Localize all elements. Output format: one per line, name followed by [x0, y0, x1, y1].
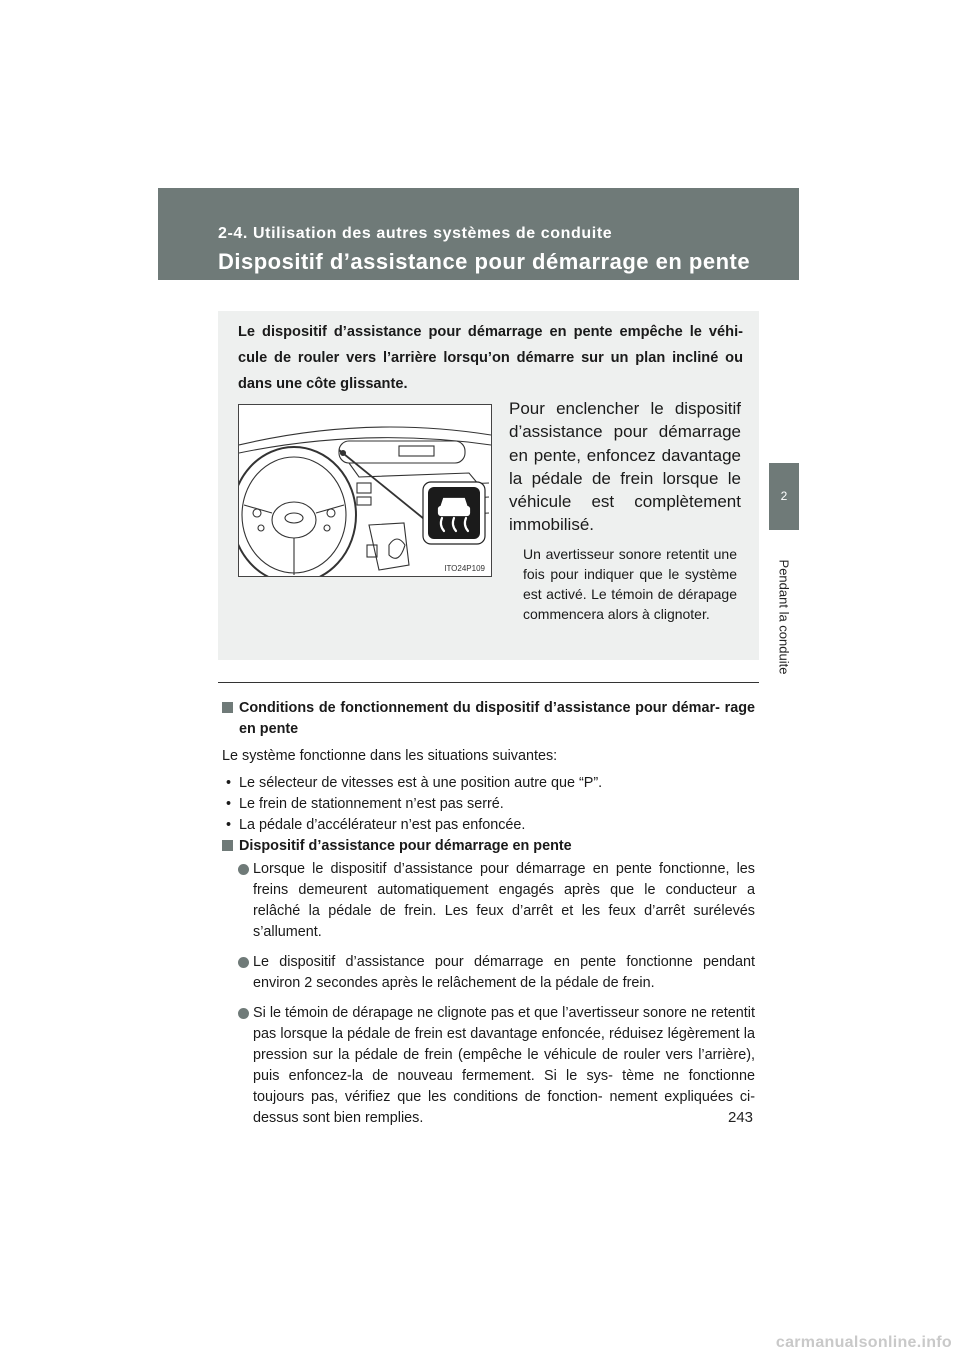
list-item: • Le frein de stationnement n’est pas serré. [222, 794, 755, 815]
step-instruction: Pour enclencher le dispositif d’assistance pour démarrage en pente, enfoncez davantage la pédale de frein lorsque le véhicule est complètement immobilisé. [509, 399, 741, 535]
list-item: Lorsque le dispositif d’assistance pour démarrage en pente fonctionne, les freins demeurent automatiquement engagés après que le conducteur a relâché la pédale de frein. Les feux d’arrêt et les feux d’arrêt surélevés s’allument. [222, 859, 755, 943]
chapter-header [158, 188, 799, 280]
heading-text: Conditions de fonctionnement du dispositif d’assistance pour démar- rage en pente [239, 700, 755, 737]
page-number: 243 [728, 1109, 754, 1126]
circle-bullet-icon [238, 1008, 249, 1019]
list-item: • La pédale d’accélérateur n’est pas enfoncée. [222, 815, 755, 836]
step-note: Un avertisseur sonore retentit une fois pour indiquer que le système est activé. Le témoin de dérapage commencera alors à clignoter. [523, 546, 737, 622]
divider [218, 682, 759, 683]
system-notes-list [222, 859, 755, 1129]
list-item: Le dispositif d’assistance pour démarrage en pente fonctionne pendant environ 2 secondes après le relâchement de la pédale de frein. [222, 952, 755, 994]
section-heading-system [222, 836, 755, 857]
dashboard-illustration [238, 404, 492, 577]
dashboard-drawing [239, 405, 491, 576]
conditions-list [222, 773, 755, 836]
circle-bullet-icon [238, 864, 249, 875]
list-item: Si le témoin de dérapage ne clignote pas et que l’avertisseur sonore ne retentit pas lorsque la pédale de frein est davantage enfoncée, réduisez légèrement la pression sur la pédale de frein (empêche le véhicule de rouler vers l’arrière), puis enfoncez-la de nouveau fermement. Si le sys- tème ne fonctionne toujours pas, vérifiez que les conditions de fonction- nement expliquées ci-dessus sont bien remplies. [222, 1003, 755, 1129]
square-bullet-icon [222, 702, 233, 713]
circle-bullet-icon [238, 957, 249, 968]
intro-box [218, 311, 759, 660]
heading-text: Dispositif d’assistance pour démarrage en pente [239, 838, 572, 854]
main-content [222, 698, 755, 1138]
conditions-intro: Le système fonctionne dans les situations suivantes: [222, 748, 558, 764]
page-title: Dispositif d’assistance pour démarrage en pente [218, 249, 751, 274]
square-bullet-icon [222, 840, 233, 851]
watermark: carmanualsonline.info [775, 1334, 952, 1351]
intro-text: Le dispositif d’assistance pour démarrage en pente empêche le véhi- cule de rouler vers l’arrière lorsqu’on démarre sur un plan incliné ou dans une côte glissante. [238, 324, 743, 392]
section-label: 2-4. Utilisation des autres systèmes de conduite [218, 225, 613, 242]
section-heading-conditions [222, 698, 755, 740]
side-tab-label: Pendant la conduite [776, 559, 792, 675]
figure-code: ITO24P109 [444, 564, 485, 573]
list-item: • Le sélecteur de vitesses est à une position autre que “P”. [222, 773, 755, 794]
side-tab-number: 2 [769, 463, 799, 530]
